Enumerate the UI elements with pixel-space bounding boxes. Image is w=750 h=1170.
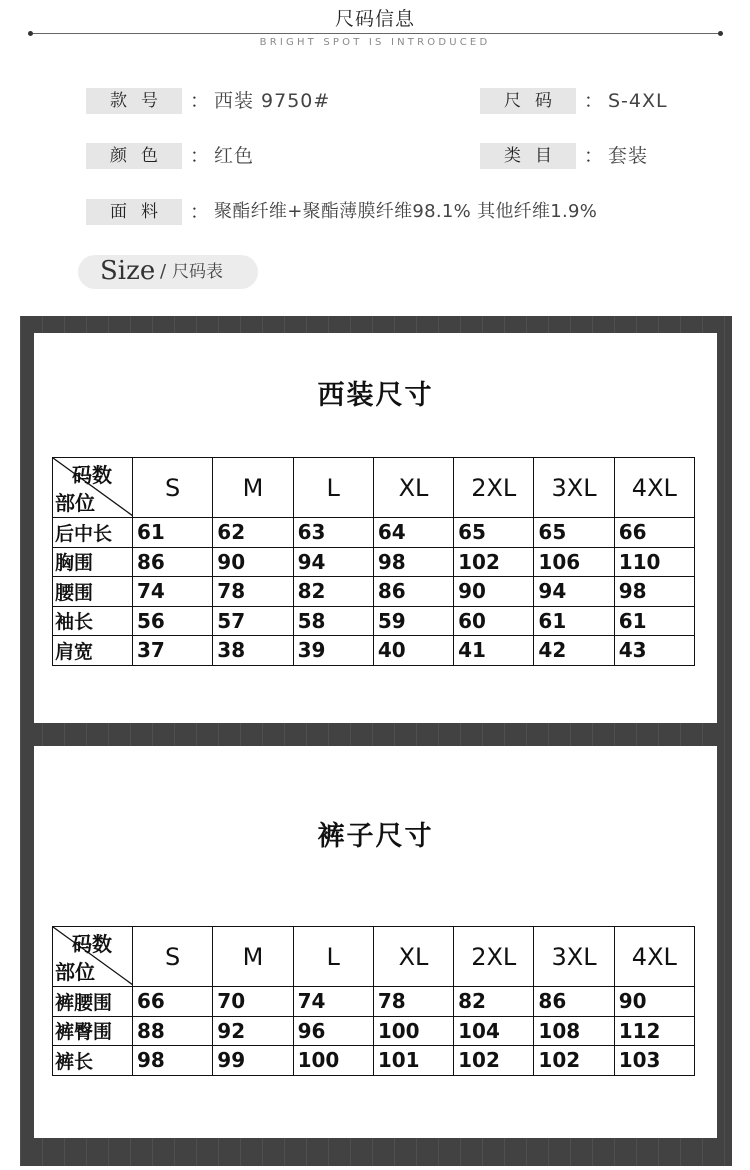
row-label-cell: 袖长 (53, 606, 133, 636)
table-row (53, 547, 695, 577)
table-row (53, 987, 695, 1017)
measurement-cell: 98 (614, 577, 694, 607)
measurement-cell: 40 (373, 636, 453, 666)
corner-size-label: 码数 (72, 932, 112, 956)
suit-size-panel (34, 333, 717, 723)
size-header-cell: XL (373, 927, 453, 987)
measurement-cell: 41 (454, 636, 534, 666)
size-header-cell: 4XL (614, 458, 694, 518)
table-header-row (53, 927, 695, 987)
measurement-cell: 86 (133, 547, 213, 577)
measurement-cell: 88 (133, 1016, 213, 1046)
suit-size-table (52, 457, 695, 666)
measurement-cell: 86 (534, 987, 614, 1017)
measurement-cell: 66 (614, 518, 694, 548)
size-header-cell: M (213, 927, 293, 987)
corner-part-label: 部位 (55, 491, 95, 515)
header-subtitle: BRIGHT SPOT IS INTRODUCED (259, 37, 491, 48)
row-label-cell: 裤长 (53, 1046, 133, 1076)
measurement-cell: 102 (454, 547, 534, 577)
measurement-cell: 65 (454, 518, 534, 548)
table-row (53, 577, 695, 607)
color-value: 红色 (214, 145, 255, 167)
size-header-cell: L (293, 458, 373, 518)
measurement-cell: 65 (534, 518, 614, 548)
measurement-cell: 90 (614, 987, 694, 1017)
measurement-cell: 63 (293, 518, 373, 548)
row-label-cell: 腰围 (53, 577, 133, 607)
measurement-cell: 82 (293, 577, 373, 607)
color-label: 颜色 (86, 143, 182, 169)
measurement-cell: 64 (373, 518, 453, 548)
measurement-cell: 86 (373, 577, 453, 607)
size-range-value: S-4XL (608, 90, 668, 112)
measurement-cell: 74 (133, 577, 213, 607)
table-row (53, 1046, 695, 1076)
measurement-cell: 112 (614, 1016, 694, 1046)
measurement-cell: 94 (534, 577, 614, 607)
table-row (53, 1016, 695, 1046)
measurement-cell: 94 (293, 547, 373, 577)
size-header-cell: 3XL (534, 927, 614, 987)
style-no-value: 西装 9750# (214, 90, 331, 112)
measurement-cell: 78 (213, 577, 293, 607)
header-divider (30, 33, 720, 34)
size-header-cell: 3XL (534, 458, 614, 518)
measurement-cell: 57 (213, 606, 293, 636)
measurement-cell: 101 (373, 1046, 453, 1076)
pants-size-panel (34, 746, 717, 1138)
size-header-cell: L (293, 927, 373, 987)
size-header-cell: M (213, 458, 293, 518)
pants-size-table (52, 926, 695, 1076)
fabric-value: 聚酯纤维+聚酯薄膜纤维98.1% 其他纤维1.9% (214, 201, 598, 222)
measurement-cell: 37 (133, 636, 213, 666)
size-header-cell: S (133, 927, 213, 987)
measurement-cell: 78 (373, 987, 453, 1017)
table-row (53, 606, 695, 636)
category-label: 类目 (480, 143, 576, 169)
size-header-cell: XL (373, 458, 453, 518)
measurement-cell: 100 (373, 1016, 453, 1046)
measurement-cell: 43 (614, 636, 694, 666)
measurement-cell: 90 (454, 577, 534, 607)
table-row (53, 636, 695, 666)
suit-table-title: 西装尺寸 (317, 380, 434, 411)
table-row (53, 518, 695, 548)
measurement-cell: 61 (614, 606, 694, 636)
divider-dot-left (28, 31, 33, 36)
size-chart-en: Size (100, 256, 156, 286)
measurement-cell: 42 (534, 636, 614, 666)
table-corner-cell (53, 927, 133, 987)
size-range-label: 尺码 (480, 88, 576, 114)
divider-dot-right (718, 31, 723, 36)
measurement-cell: 102 (534, 1046, 614, 1076)
measurement-cell: 56 (133, 606, 213, 636)
measurement-cell: 59 (373, 606, 453, 636)
measurement-cell: 92 (213, 1016, 293, 1046)
fabric-colon: ： (190, 201, 210, 223)
measurement-cell: 62 (213, 518, 293, 548)
row-label-cell: 后中长 (53, 518, 133, 548)
size-header-cell: 4XL (614, 927, 694, 987)
measurement-cell: 108 (534, 1016, 614, 1046)
measurement-cell: 100 (293, 1046, 373, 1076)
measurement-cell: 96 (293, 1016, 373, 1046)
table-header-row (53, 458, 695, 518)
size-chart-cn: 尺码表 (172, 262, 223, 282)
category-colon: ： (584, 145, 604, 167)
measurement-cell: 99 (213, 1046, 293, 1076)
size-header-cell: 2XL (454, 458, 534, 518)
pants-table-title: 裤子尺寸 (317, 821, 434, 852)
measurement-cell: 98 (133, 1046, 213, 1076)
measurement-cell: 70 (213, 987, 293, 1017)
measurement-cell: 104 (454, 1016, 534, 1046)
row-label-cell: 裤臀围 (53, 1016, 133, 1046)
color-colon: ： (190, 145, 210, 167)
measurement-cell: 61 (133, 518, 213, 548)
corner-part-label: 部位 (55, 960, 95, 984)
corner-size-label: 码数 (72, 463, 112, 487)
size-chart-slash: / (160, 261, 167, 282)
measurement-cell: 90 (213, 547, 293, 577)
measurement-cell: 74 (293, 987, 373, 1017)
measurement-cell: 58 (293, 606, 373, 636)
style-no-label: 款号 (86, 88, 182, 114)
measurement-cell: 60 (454, 606, 534, 636)
measurement-cell: 103 (614, 1046, 694, 1076)
measurement-cell: 106 (534, 547, 614, 577)
table-corner-cell (53, 458, 133, 518)
page-title: 尺码信息 (334, 8, 415, 30)
measurement-cell: 38 (213, 636, 293, 666)
style-no-colon: ： (190, 90, 210, 112)
measurement-cell: 82 (454, 987, 534, 1017)
row-label-cell: 肩宽 (53, 636, 133, 666)
size-range-colon: ： (584, 90, 604, 112)
size-header-cell: S (133, 458, 213, 518)
category-value: 套装 (608, 145, 649, 167)
measurement-cell: 98 (373, 547, 453, 577)
measurement-cell: 110 (614, 547, 694, 577)
fabric-label: 面料 (86, 199, 182, 225)
measurement-cell: 39 (293, 636, 373, 666)
row-label-cell: 裤腰围 (53, 987, 133, 1017)
row-label-cell: 胸围 (53, 547, 133, 577)
measurement-cell: 66 (133, 987, 213, 1017)
measurement-cell: 61 (534, 606, 614, 636)
measurement-cell: 102 (454, 1046, 534, 1076)
size-header-cell: 2XL (454, 927, 534, 987)
